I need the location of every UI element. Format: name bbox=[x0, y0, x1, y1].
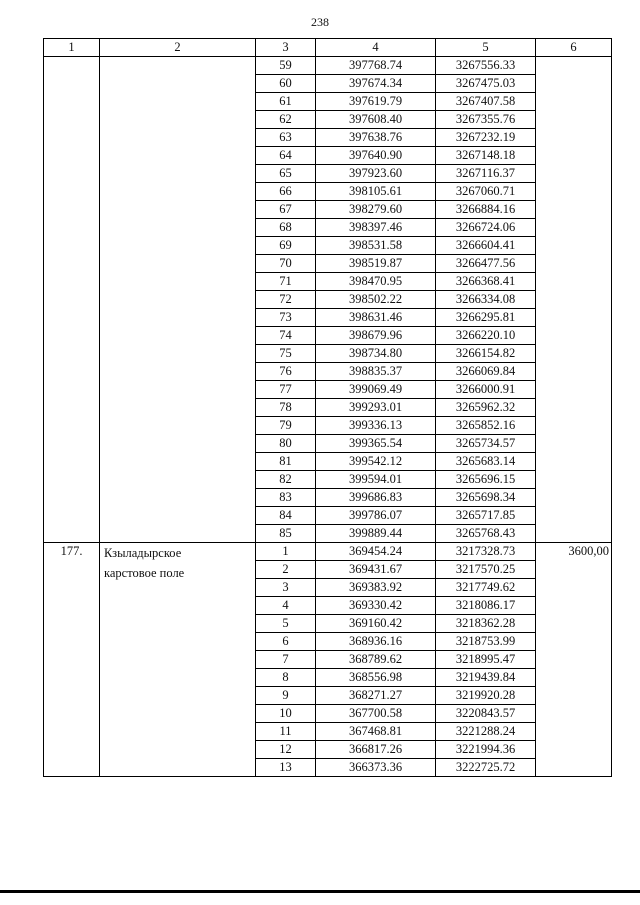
coordinate-x: 366373.36 bbox=[316, 759, 436, 777]
coordinate-y: 3266724.06 bbox=[436, 219, 536, 237]
coordinate-x: 369330.42 bbox=[316, 597, 436, 615]
coordinate-y: 3218086.17 bbox=[436, 597, 536, 615]
column-header-3: 3 bbox=[256, 39, 316, 57]
coordinate-y: 3267556.33 bbox=[436, 57, 536, 75]
point-number: 80 bbox=[256, 435, 316, 453]
coordinate-x: 398470.95 bbox=[316, 273, 436, 291]
coordinate-x: 399365.54 bbox=[316, 435, 436, 453]
coordinate-x: 369160.42 bbox=[316, 615, 436, 633]
point-number: 59 bbox=[256, 57, 316, 75]
point-number: 5 bbox=[256, 615, 316, 633]
coordinate-x: 399889.44 bbox=[316, 525, 436, 543]
coordinate-x: 399336.13 bbox=[316, 417, 436, 435]
point-number: 71 bbox=[256, 273, 316, 291]
coordinate-y: 3266220.10 bbox=[436, 327, 536, 345]
coordinate-y: 3267232.19 bbox=[436, 129, 536, 147]
point-number: 7 bbox=[256, 651, 316, 669]
point-number: 66 bbox=[256, 183, 316, 201]
coordinate-x: 397768.74 bbox=[316, 57, 436, 75]
point-number: 3 bbox=[256, 579, 316, 597]
coordinate-y: 3218995.47 bbox=[436, 651, 536, 669]
coordinate-y: 3265717.85 bbox=[436, 507, 536, 525]
coordinate-y: 3217328.73 bbox=[436, 543, 536, 561]
coordinate-x: 397638.76 bbox=[316, 129, 436, 147]
coordinate-x: 398502.22 bbox=[316, 291, 436, 309]
column-header-5: 5 bbox=[436, 39, 536, 57]
entry-number: 177. bbox=[44, 543, 100, 777]
column-header-1: 1 bbox=[44, 39, 100, 57]
point-number: 11 bbox=[256, 723, 316, 741]
coordinate-x: 399293.01 bbox=[316, 399, 436, 417]
point-number: 73 bbox=[256, 309, 316, 327]
entry-name bbox=[100, 543, 256, 777]
coordinate-y: 3266000.91 bbox=[436, 381, 536, 399]
point-number: 68 bbox=[256, 219, 316, 237]
entry-area: 3600,00 bbox=[536, 543, 612, 777]
coordinate-x: 397640.90 bbox=[316, 147, 436, 165]
entry-name-line-2: карстовое поле bbox=[104, 566, 185, 580]
coordinate-y: 3266154.82 bbox=[436, 345, 536, 363]
coordinate-x: 398279.60 bbox=[316, 201, 436, 219]
coordinate-x: 369454.24 bbox=[316, 543, 436, 561]
point-number: 1 bbox=[256, 543, 316, 561]
coordinate-y: 3217749.62 bbox=[436, 579, 536, 597]
entry-name-line-1: Кзыладырское bbox=[104, 546, 182, 560]
coordinate-y: 3221994.36 bbox=[436, 741, 536, 759]
point-number: 84 bbox=[256, 507, 316, 525]
point-number: 60 bbox=[256, 75, 316, 93]
point-number: 72 bbox=[256, 291, 316, 309]
coordinate-x: 366817.26 bbox=[316, 741, 436, 759]
coordinate-y: 3220843.57 bbox=[436, 705, 536, 723]
coordinate-y: 3265768.43 bbox=[436, 525, 536, 543]
coordinate-x: 399786.07 bbox=[316, 507, 436, 525]
coordinate-y: 3267060.71 bbox=[436, 183, 536, 201]
point-number: 78 bbox=[256, 399, 316, 417]
point-number: 69 bbox=[256, 237, 316, 255]
coordinate-x: 398531.58 bbox=[316, 237, 436, 255]
coordinate-y: 3267355.76 bbox=[436, 111, 536, 129]
column-header-2: 2 bbox=[100, 39, 256, 57]
coordinate-x: 368936.16 bbox=[316, 633, 436, 651]
coordinate-y: 3266295.81 bbox=[436, 309, 536, 327]
coordinate-y: 3218753.99 bbox=[436, 633, 536, 651]
coordinate-y: 3267475.03 bbox=[436, 75, 536, 93]
point-number: 4 bbox=[256, 597, 316, 615]
point-number: 85 bbox=[256, 525, 316, 543]
point-number: 74 bbox=[256, 327, 316, 345]
point-number: 63 bbox=[256, 129, 316, 147]
header-row bbox=[44, 39, 612, 57]
point-number: 2 bbox=[256, 561, 316, 579]
page-number: 238 bbox=[311, 15, 329, 29]
table-row bbox=[44, 543, 612, 561]
coordinate-y: 3265734.57 bbox=[436, 435, 536, 453]
coordinate-y: 3217570.25 bbox=[436, 561, 536, 579]
coordinate-x: 369383.92 bbox=[316, 579, 436, 597]
point-number: 81 bbox=[256, 453, 316, 471]
coordinate-x: 398519.87 bbox=[316, 255, 436, 273]
point-number: 8 bbox=[256, 669, 316, 687]
coordinate-y: 3222725.72 bbox=[436, 759, 536, 777]
coordinate-x: 398105.61 bbox=[316, 183, 436, 201]
coordinate-y: 3219920.28 bbox=[436, 687, 536, 705]
coordinate-x: 397674.34 bbox=[316, 75, 436, 93]
coordinate-x: 397923.60 bbox=[316, 165, 436, 183]
coordinate-x: 367700.58 bbox=[316, 705, 436, 723]
point-number: 10 bbox=[256, 705, 316, 723]
coordinate-y: 3267116.37 bbox=[436, 165, 536, 183]
point-number: 79 bbox=[256, 417, 316, 435]
coordinate-y: 3265698.34 bbox=[436, 489, 536, 507]
coordinate-x: 368789.62 bbox=[316, 651, 436, 669]
coordinate-y: 3265683.14 bbox=[436, 453, 536, 471]
bottom-rule bbox=[0, 890, 640, 893]
coordinate-y: 3265696.15 bbox=[436, 471, 536, 489]
point-number: 61 bbox=[256, 93, 316, 111]
point-number: 75 bbox=[256, 345, 316, 363]
coordinate-x: 369431.67 bbox=[316, 561, 436, 579]
coordinates-table bbox=[43, 38, 612, 777]
coordinate-y: 3266884.16 bbox=[436, 201, 536, 219]
point-number: 62 bbox=[256, 111, 316, 129]
coordinate-x: 367468.81 bbox=[316, 723, 436, 741]
continued-name-cell bbox=[100, 57, 256, 543]
point-number: 67 bbox=[256, 201, 316, 219]
point-number: 76 bbox=[256, 363, 316, 381]
point-number: 9 bbox=[256, 687, 316, 705]
table-row bbox=[44, 57, 612, 75]
point-number: 6 bbox=[256, 633, 316, 651]
coordinate-y: 3266477.56 bbox=[436, 255, 536, 273]
point-number: 12 bbox=[256, 741, 316, 759]
coordinate-y: 3265962.32 bbox=[436, 399, 536, 417]
point-number: 70 bbox=[256, 255, 316, 273]
coordinate-x: 399594.01 bbox=[316, 471, 436, 489]
column-header-4: 4 bbox=[316, 39, 436, 57]
coordinate-x: 398397.46 bbox=[316, 219, 436, 237]
coordinate-x: 399542.12 bbox=[316, 453, 436, 471]
coordinate-x: 368271.27 bbox=[316, 687, 436, 705]
point-number: 77 bbox=[256, 381, 316, 399]
point-number: 82 bbox=[256, 471, 316, 489]
coordinate-x: 399686.83 bbox=[316, 489, 436, 507]
coordinate-x: 399069.49 bbox=[316, 381, 436, 399]
continued-number-cell bbox=[44, 57, 100, 543]
coordinate-x: 397608.40 bbox=[316, 111, 436, 129]
coordinate-y: 3266069.84 bbox=[436, 363, 536, 381]
coordinate-x: 397619.79 bbox=[316, 93, 436, 111]
coordinate-y: 3218362.28 bbox=[436, 615, 536, 633]
point-number: 64 bbox=[256, 147, 316, 165]
continued-area-cell bbox=[536, 57, 612, 543]
point-number: 13 bbox=[256, 759, 316, 777]
point-number: 65 bbox=[256, 165, 316, 183]
coordinate-y: 3266334.08 bbox=[436, 291, 536, 309]
point-number: 83 bbox=[256, 489, 316, 507]
coordinate-x: 398734.80 bbox=[316, 345, 436, 363]
coordinate-x: 398835.37 bbox=[316, 363, 436, 381]
coordinate-y: 3221288.24 bbox=[436, 723, 536, 741]
coordinate-x: 398679.96 bbox=[316, 327, 436, 345]
column-header-6: 6 bbox=[536, 39, 612, 57]
coordinate-y: 3267407.58 bbox=[436, 93, 536, 111]
coordinate-y: 3267148.18 bbox=[436, 147, 536, 165]
coordinate-y: 3219439.84 bbox=[436, 669, 536, 687]
coordinate-y: 3266368.41 bbox=[436, 273, 536, 291]
coordinate-x: 398631.46 bbox=[316, 309, 436, 327]
coordinate-x: 368556.98 bbox=[316, 669, 436, 687]
coordinate-y: 3265852.16 bbox=[436, 417, 536, 435]
coordinate-y: 3266604.41 bbox=[436, 237, 536, 255]
